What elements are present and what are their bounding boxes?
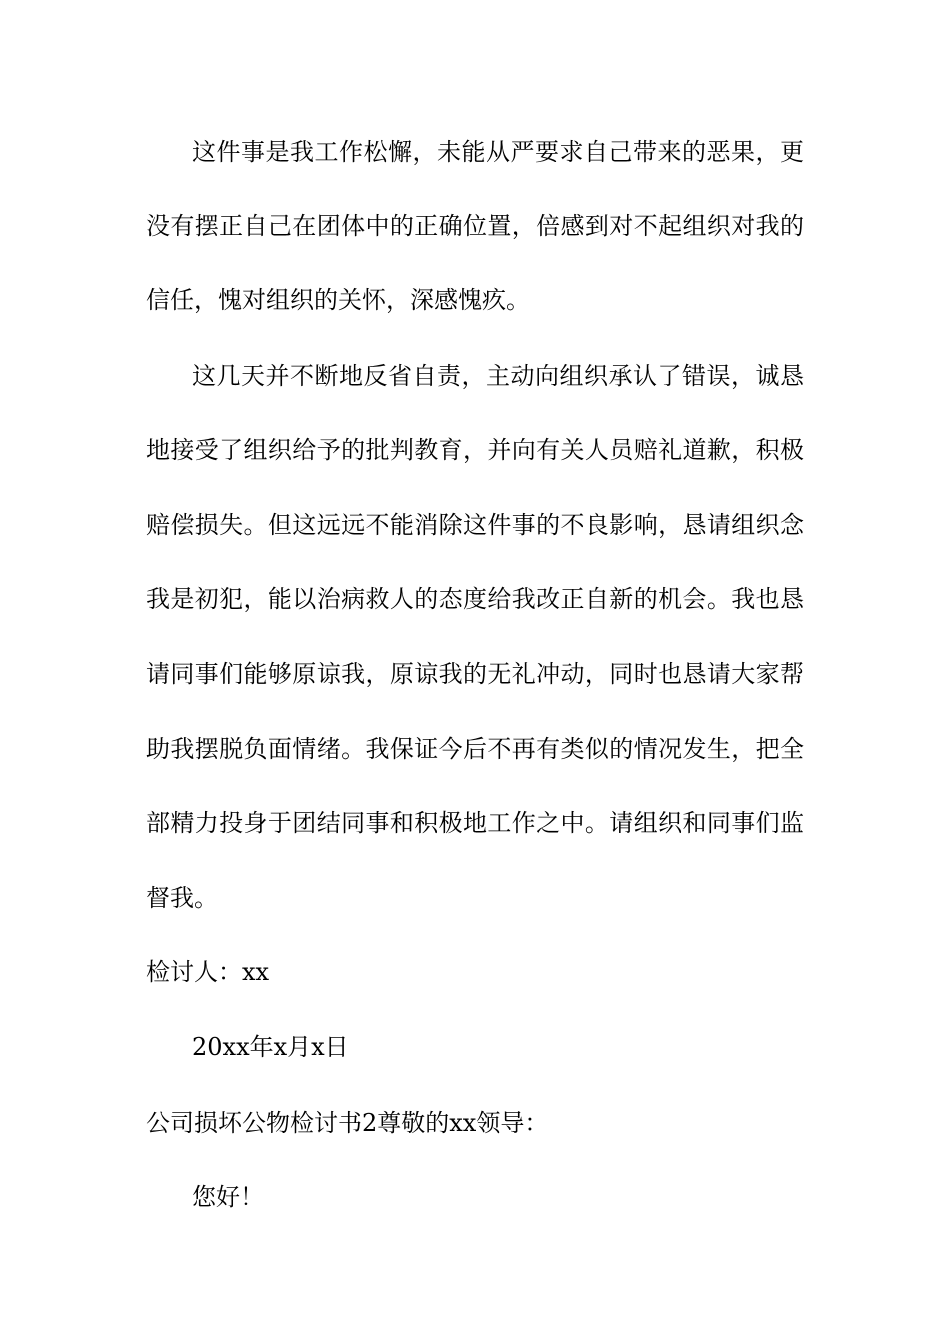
paragraph-line: 赔偿损失。但这远远不能消除这件事的不良影响，恳请组织念 (146, 511, 804, 539)
signature: 检讨人：xx (146, 958, 270, 986)
next-document-title: 公司损坏公物检讨书2尊敬的xx领导： (146, 1109, 549, 1137)
paragraph-line: 这件事是我工作松懈，未能从严要求自己带来的恶果，更 (192, 138, 804, 166)
paragraph-line: 部精力投身于团结同事和积极地工作之中。请组织和同事们监 (146, 809, 804, 837)
paragraph-line: 我是初犯，能以治病救人的态度给我改正自新的机会。我也恳 (146, 585, 804, 613)
paragraph-line: 信任，愧对组织的关怀，深感愧疚。 (146, 286, 530, 314)
paragraph-line: 请同事们能够原谅我，原谅我的无礼冲动，同时也恳请大家帮 (146, 660, 804, 688)
paragraph-line: 助我摆脱负面情绪。我保证今后不再有类似的情况发生，把全 (146, 735, 804, 763)
greeting: 您好！ (192, 1183, 264, 1211)
paragraph-line: 没有摆正自己在团体中的正确位置，倍感到对不起组织对我的 (146, 212, 804, 240)
paragraph-line: 地接受了组织给予的批判教育，并向有关人员赔礼道歉，积极 (146, 436, 804, 464)
date: 20xx年x月x日 (192, 1033, 349, 1061)
paragraph-line: 督我。 (146, 884, 218, 912)
paragraph-line: 这几天并不断地反省自责，主动向组织承认了错误，诚恳 (192, 362, 804, 390)
